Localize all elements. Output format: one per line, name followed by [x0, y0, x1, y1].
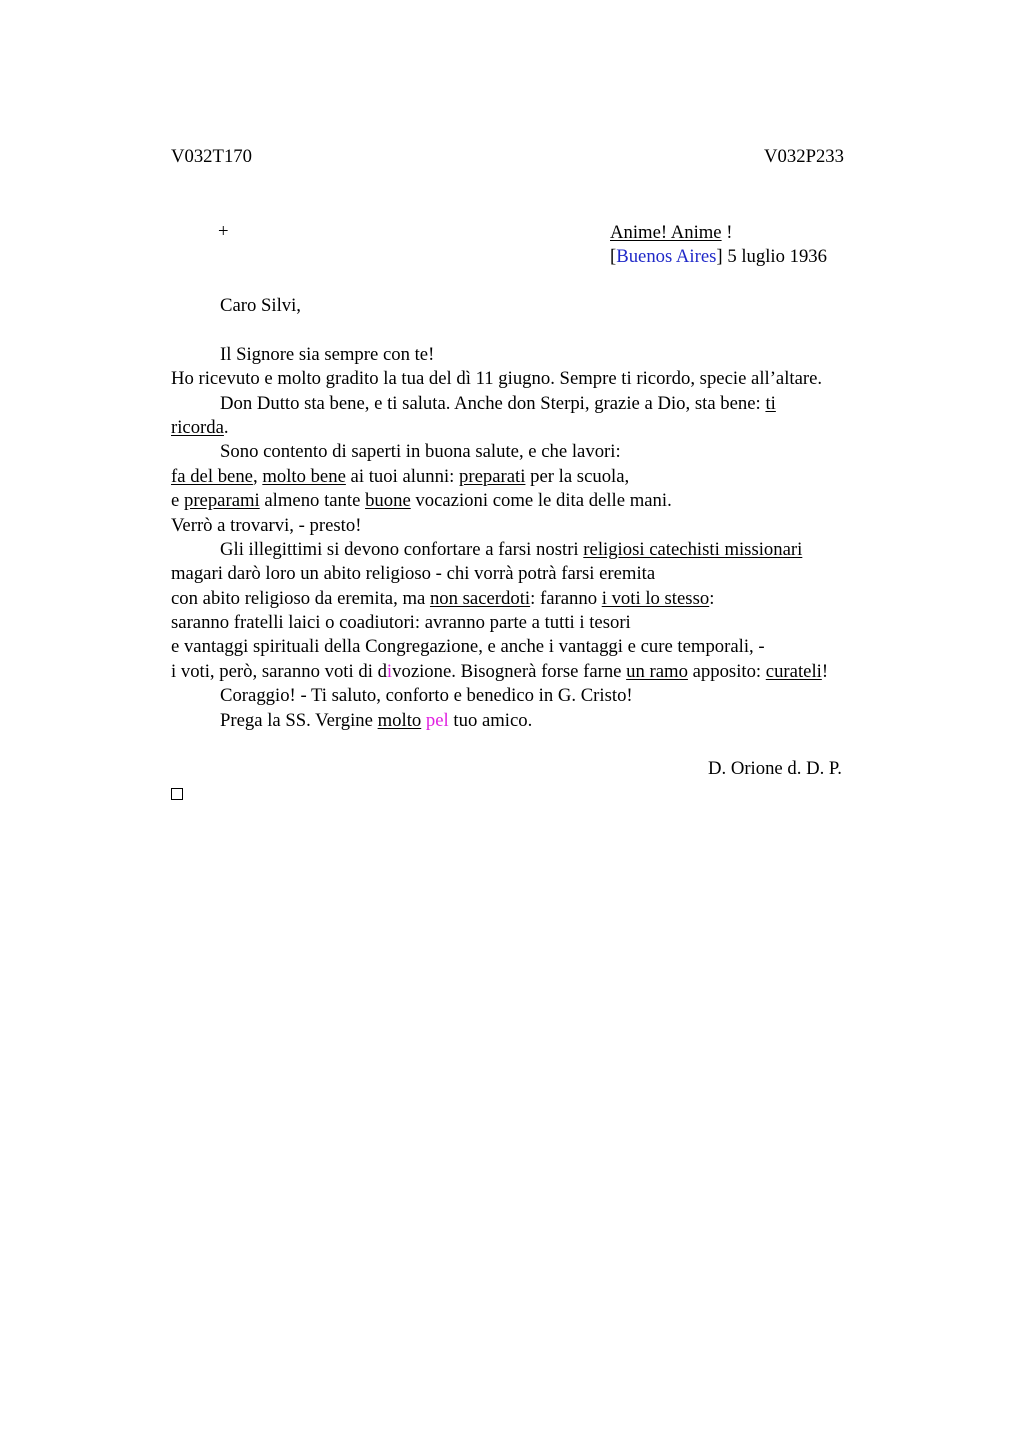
letter-heading	[610, 221, 827, 270]
salutation: Caro Silvi,	[220, 295, 301, 316]
place-name: Buenos Aires	[616, 246, 717, 268]
paragraph-line: Sono contento di saperti in buona salute, e che lavori:	[220, 441, 621, 463]
document-code-left: V032T170	[171, 146, 252, 167]
motto: Anime! Anime	[610, 222, 722, 243]
paragraph-line: i voti, però, saranno voti di divozione. Bisognerà forse farne un ramo apposito: curateli!	[171, 660, 829, 682]
paragraph-line: ricorda.	[171, 416, 229, 438]
paragraph-line: e preparami almeno tante buone vocazioni come le dita delle mani.	[171, 490, 672, 512]
paragraph-line: Coraggio! - Ti saluto, conforto e benedico in G. Cristo!	[220, 685, 633, 707]
paragraph-line: con abito religioso da eremita, ma non sacerdoti: faranno i voti lo stesso:	[171, 587, 715, 609]
document-code-right: V032P233	[764, 146, 844, 167]
paragraph-line: Il Signore sia sempre con te!	[220, 343, 435, 365]
end-mark	[171, 782, 901, 806]
paragraph-line: Prega la SS. Vergine molto pel tuo amico.	[220, 709, 533, 731]
paragraph-line: fa del bene, molto bene ai tuoi alunni: preparati per la scuola,	[171, 465, 630, 487]
dateline: [Buenos Aires] 5 luglio 1936	[610, 246, 827, 268]
motto-line	[610, 221, 827, 245]
end-box-icon	[171, 788, 183, 800]
motto-exclamation: !	[721, 222, 733, 243]
letter-body	[171, 294, 901, 806]
paragraph-line: magari darò loro un abito religioso - chi vorrà potrà farsi eremita	[171, 563, 656, 585]
cross-mark: +	[218, 221, 229, 242]
paragraph-line: Verrò a trovarvi, - presto!	[171, 514, 362, 536]
paragraph-line: Don Dutto sta bene, e ti saluta. Anche don Sterpi, grazie a Dio, sta bene: ti	[220, 392, 776, 414]
paragraph-line: Ho ricevuto e molto gradito la tua del dì 11 giugno. Sempre ti ricordo, specie all’altare.	[171, 368, 823, 390]
page-header	[171, 146, 844, 170]
signature: D. Orione d. D. P.	[708, 758, 842, 780]
letter-date: 5 luglio 1936	[722, 246, 827, 268]
paragraph-line: saranno fratelli laici o coadiutori: avranno parte a tutti i tesori	[171, 612, 631, 634]
paragraph-line: e vantaggi spirituali della Congregazione, e anche i vantaggi e cure temporali, -	[171, 636, 765, 658]
paragraph-line: Gli illegittimi si devono confortare a farsi nostri religiosi catechisti missionari	[220, 538, 803, 560]
